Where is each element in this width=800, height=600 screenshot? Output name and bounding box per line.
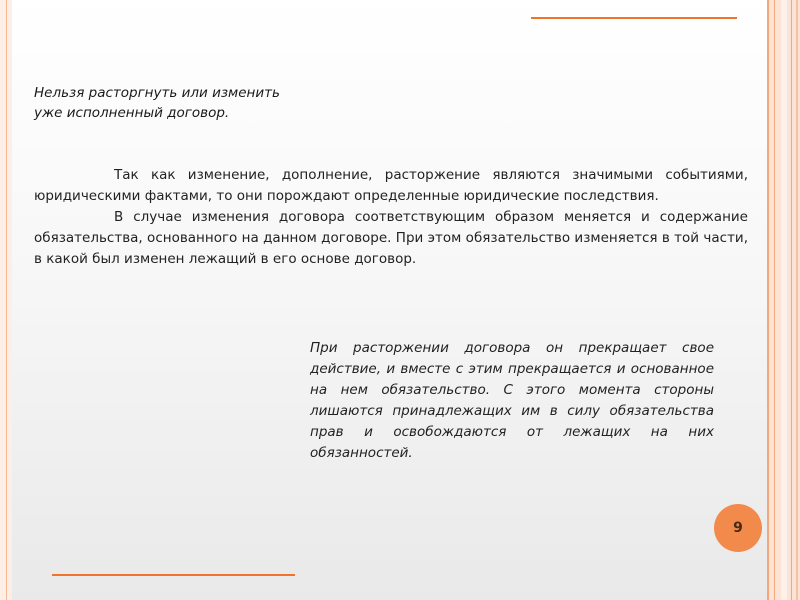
left-decorative-border: [0, 0, 12, 600]
slide-title: [34, 83, 334, 123]
quote-text: При расторжении договора он прекращает свое действие, и вместе с этим прекращается и основанное на нем обязательство. С этого момента стороны лишаются принадлежащих им в силу обязательства прав и освобождаются от лежащих на них обязанностей.: [310, 340, 714, 461]
border-stripe: [791, 0, 792, 600]
page-number: 9: [733, 520, 743, 536]
body-paragraph: В случае изменения договора соответствующим образом меняется и содержание обязательства, основанного на данном договоре. При этом обязательство изменяется в той части, в какой был изменен лежащий в его основе договор.: [34, 209, 748, 267]
slide-title-line: уже исполненный договор.: [34, 105, 230, 121]
border-stripe: [781, 0, 787, 600]
bottom-accent-line: [52, 574, 295, 576]
quote-block: [310, 338, 714, 464]
top-accent-line: [531, 17, 737, 19]
slide-title-line: Нельзя расторгнуть или изменить: [34, 85, 280, 101]
body-paragraph: Так как изменение, дополнение, расторжение являются значимыми событиями, юридическими фактами, то они порождают определенные юридические последствия.: [34, 167, 748, 204]
body-text: [34, 165, 748, 270]
page-number-badge: [714, 504, 762, 552]
right-decorative-border: [767, 0, 800, 600]
border-stripe: [774, 0, 775, 600]
border-stripe: [767, 0, 769, 600]
border-stripe: [796, 0, 798, 600]
